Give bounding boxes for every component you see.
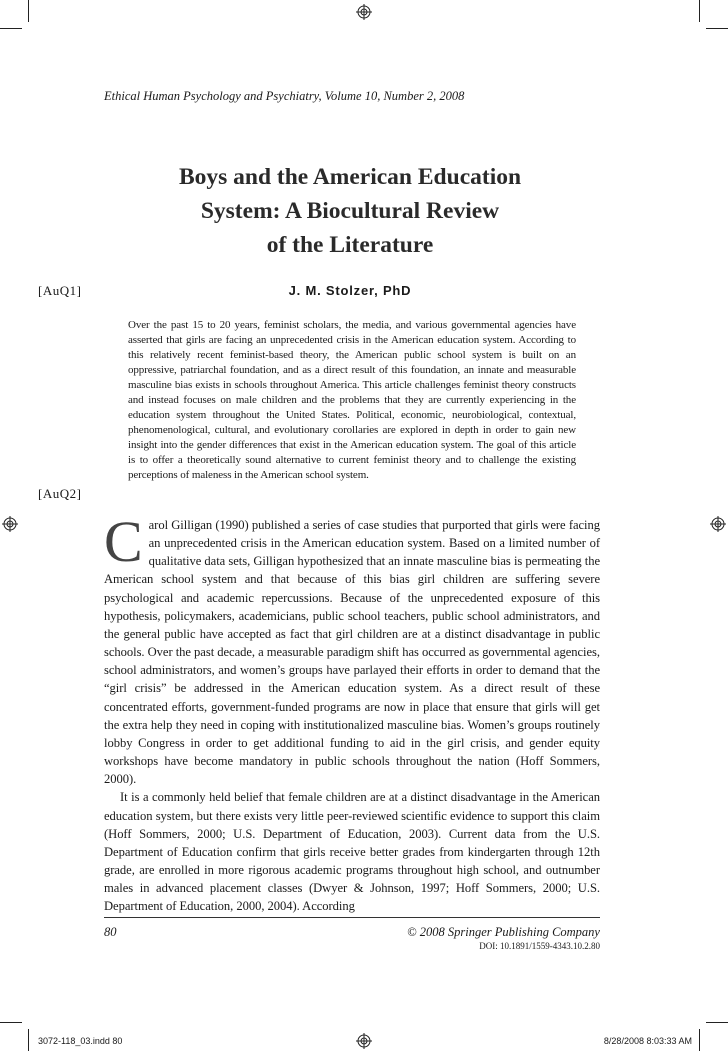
paragraph: It is a commonly held belief that female children are at a distinct disadvantage in the American education system, but there exists very little peer-reviewed scientific evidence to support this claim (Hoff Sommers, 2000; U.S. Department of Education, 2003). Current data from the U.S. Department of Education confirm that girls receive better grades from kindergarten through 12th grade, are enrolled in more rigorous academic programs throughout high school, and outnumber males in advanced placement classes (Dwyer & Johnson, 1997; Hoff Sommers, 2000; U.S. Department of Education, 2000, 2004). According (104, 790, 600, 914)
title-line: System: A Biocultural Review (200, 198, 500, 224)
author-query-mark-1: [AuQ1] (38, 283, 82, 298)
article-body (104, 509, 600, 915)
crop-mark-bottom-left-v (28, 1029, 29, 1051)
title-line: Boys and the American Education (178, 164, 522, 190)
registration-mark-icon (2, 516, 18, 532)
crop-mark-top-left-v (28, 0, 29, 22)
abstract: Over the past 15 to 20 years, feminist scholars, the media, and various governmental agencies have asserted that girls are facing an unprecedented crisis in the American education system. According to this relatively recent feminist-based theory, the American public school system is built on an oppressive, patriarchal foundation, and as a direct result of this foundation, an innate and measurable masculine bias exists in schools throughout America. This article challenges feminist theory constructs and instead focuses on male children and the problems that they are currently experiencing in the education system throughout the United States. Political, economic, neurobiological, contextual, phenomenological, cultural, and evolutionary corollaries are explored in depth in order to gain new insight into the gender differences that exist in the American education system. The goal of this article is to offer a theoretically sound alternative to current feminist theory and to challenge the existing perceptions of maleness in the American school system. (128, 319, 576, 482)
author-query-mark-2: [AuQ2] (38, 486, 82, 501)
paragraph (104, 509, 600, 788)
crop-mark-top-right-v (699, 0, 700, 22)
crop-mark-bottom-left-h (0, 1022, 22, 1023)
crop-mark-top-left-h (0, 28, 22, 29)
journal-header: Ethical Human Psychology and Psychiatry, Volume 10, Number 2, 2008 (104, 89, 465, 103)
registration-mark-icon (710, 516, 726, 532)
registration-mark-icon (356, 1033, 372, 1049)
registration-mark-icon (356, 4, 372, 20)
author-name: J. M. Stolzer, PhD (288, 283, 412, 298)
article-title (140, 160, 560, 262)
footer-rule (104, 917, 600, 918)
paragraph-text: arol Gilligan (1990) published a series of case studies that purported that girls were facing an unprecedented crisis in the American education system. Based on a limited number of qualitative data sets, Gilligan hypothesized that an innate masculine bias is permeating the American school system and that because of this bias girl children are suffering severe psychological and academic repercussions. Because of the unprecedented exposure of this hypothesis, policymakers, academicians, public school teachers, public school administrators, and the general public have accepted as fact that girl children are at a distinct disadvantage in public schools. Over the past decade, a measurable paradigm shift has occurred as governmental agencies, school administrators, and women’s groups have parlayed their efforts in order to demand that the “girl crisis” be addressed in the American education system. As a direct result of these concentrated efforts, government-funded programs are now in place that ensure that girls will get the extra help they need in coping with institutionalized masculine bias. Women’s groups routinely lobby Congress in order to get additional funding to aid in the girl crisis, and gender equity workshops have become mandatory in public schools throughout the nation (Hoff Sommers, 2000). (104, 518, 600, 787)
copyright: © 2008 Springer Publishing Company (407, 925, 600, 939)
slug-date: 8/28/2008 8:03:33 AM (603, 1036, 692, 1046)
doi: DOI: 10.1891/1559-4343.10.2.80 (479, 941, 600, 951)
drop-cap: C (104, 509, 143, 574)
crop-mark-top-right-h (706, 28, 728, 29)
page-number: 80 (104, 925, 117, 939)
slug-file: 3072-118_03.indd 80 (38, 1036, 123, 1046)
title-line: of the Literature (266, 232, 434, 258)
crop-mark-bottom-right-v (699, 1029, 700, 1051)
crop-mark-bottom-right-h (706, 1022, 728, 1023)
